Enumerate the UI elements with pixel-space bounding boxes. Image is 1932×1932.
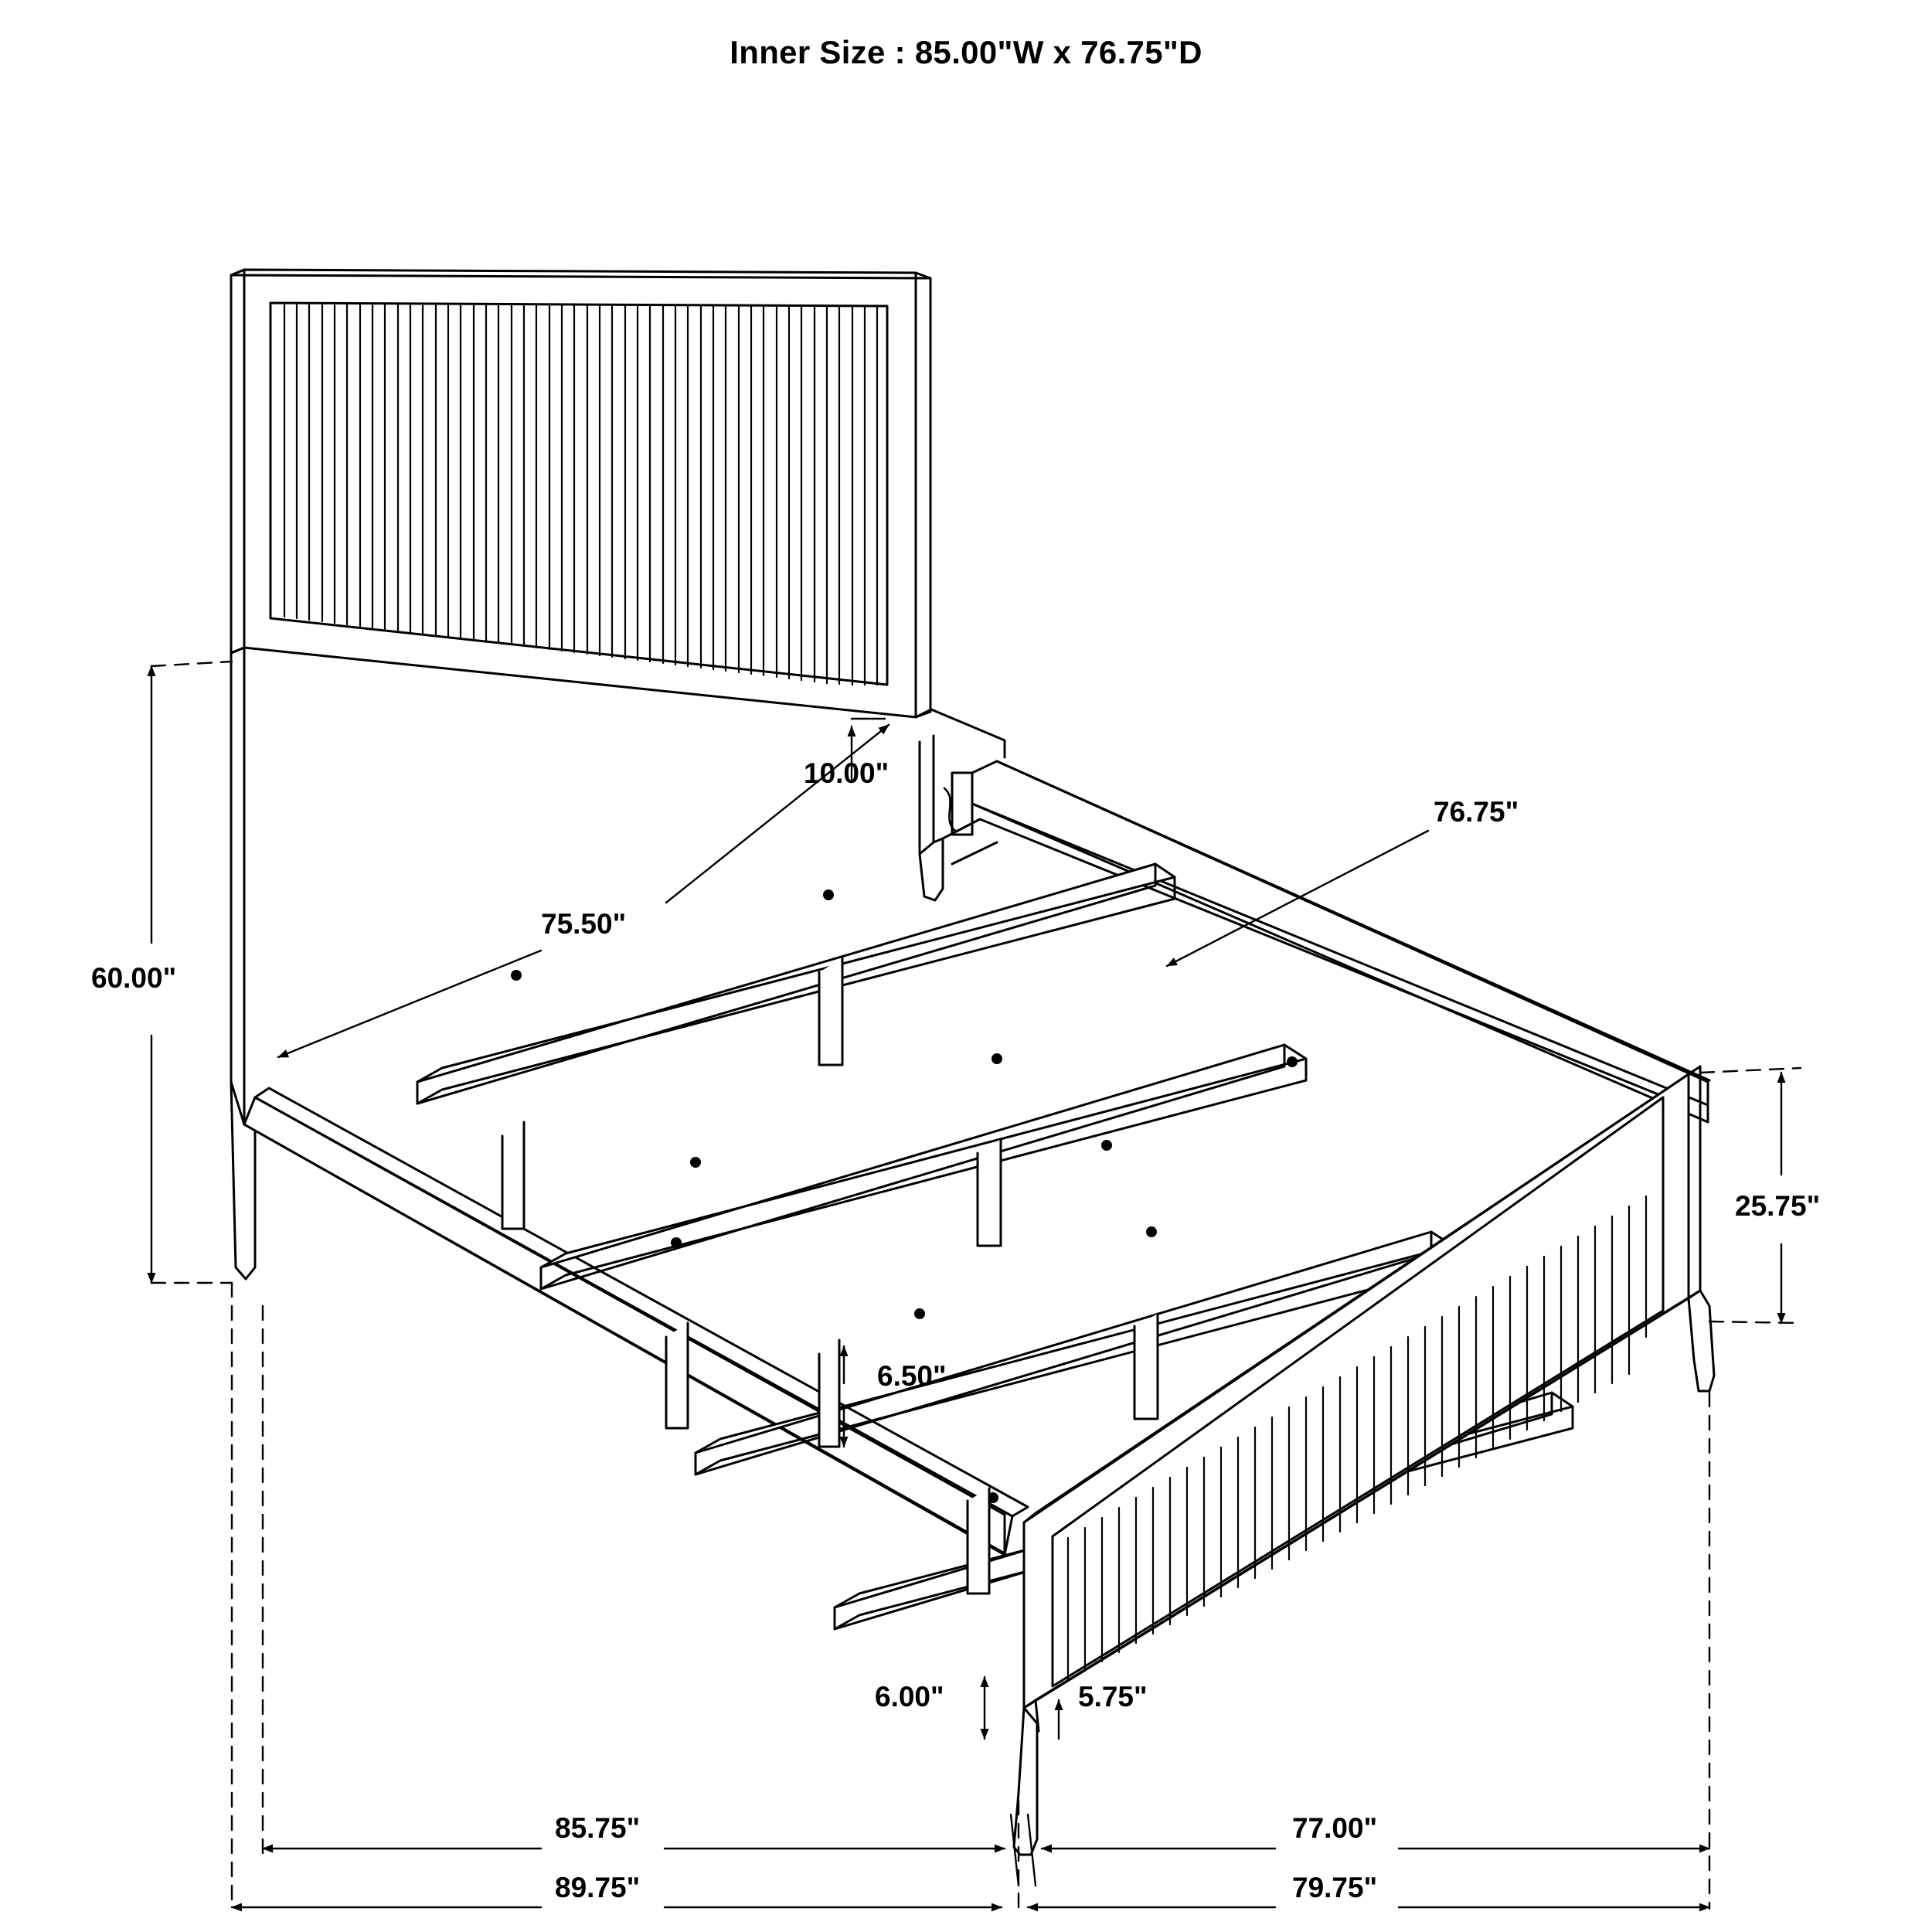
dim-clearance-right: 5.75" — [1078, 1681, 1148, 1713]
footboard — [1014, 1066, 1714, 1855]
dim-headboard-height: 60.00" — [91, 962, 177, 994]
dim-inner-depth: 76.75" — [1434, 796, 1519, 828]
dim-overall-length-outer: 89.75" — [555, 1872, 641, 1903]
dim-overall-width-inner: 77.00" — [1292, 1812, 1378, 1844]
right-side-rail — [972, 761, 1709, 1122]
dim-headboard-panel-top-offset: 10.00" — [804, 757, 889, 789]
dim-inner-width: 75.50" — [541, 908, 627, 940]
dim-overall-length-inner: 85.75" — [555, 1812, 641, 1844]
dim-slat-support-height: 6.50" — [877, 1360, 947, 1392]
dim-overall-width-outer: 79.75" — [1292, 1872, 1378, 1903]
dim-clearance-left: 6.00" — [875, 1681, 944, 1713]
page-title: Inner Size : 85.00"W x 76.75"D — [730, 34, 1202, 70]
dim-footboard-height: 25.75" — [1735, 1190, 1821, 1222]
